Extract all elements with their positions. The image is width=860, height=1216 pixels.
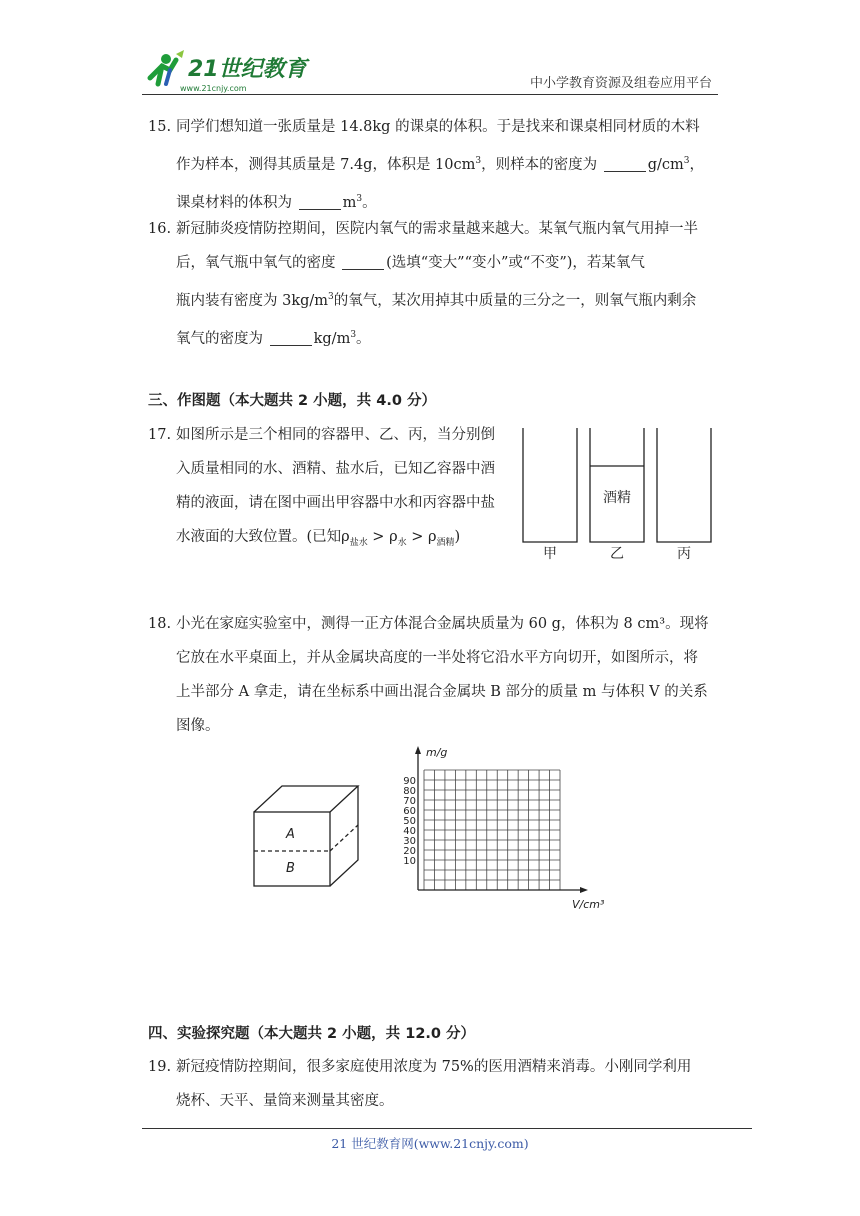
y-tick-label: 70 xyxy=(403,796,416,807)
section-heading: 三、作图题（本大题共 2 小题，共 4.0 分） xyxy=(148,393,436,409)
q19-line-2: 烧杯、天平、量筒来测量其密度。 xyxy=(176,1093,394,1109)
q16-line-1: 新冠肺炎疫情防控期间，医院内氧气的需求量越来越大。某氧气瓶内氧气用掉一半 xyxy=(176,221,698,237)
question-number: 15. xyxy=(148,119,172,135)
question-number: 19. xyxy=(148,1059,172,1075)
header-divider xyxy=(142,94,718,95)
logo-url: www.21cnjy.com xyxy=(180,84,247,93)
q15-line-2: 作为样本，测得其质量是 7.4g，体积是 $10cm^3$，则样本的密度为 $g/cm^3$， xyxy=(176,156,705,173)
question-17 xyxy=(148,418,518,560)
question-number: 17. xyxy=(148,427,172,443)
liquid-label-alcohol: 酒精 xyxy=(603,490,631,506)
q18-line-4: 图像。 xyxy=(176,718,220,734)
containers-figure xyxy=(518,424,718,570)
y-tick-label: 50 xyxy=(403,816,416,827)
section-heading: 四、实验探究题（本大题共 2 小题，共 12.0 分） xyxy=(148,1026,476,1042)
cube-label-a: A xyxy=(286,827,295,842)
site-logo xyxy=(140,44,310,96)
question-19 xyxy=(148,1050,718,1118)
y-tick-label: 80 xyxy=(403,786,416,797)
q17-line-1: 如图所示是三个相同的容器甲、乙、丙，当分别倒 xyxy=(176,427,495,443)
answer-blank[interactable] xyxy=(299,193,341,210)
x-axis-label: V/cm³ xyxy=(572,898,605,911)
header-platform-text: 中小学教育资源及组卷应用平台 xyxy=(529,76,712,91)
question-16 xyxy=(148,212,718,356)
q17-line-2: 入质量相同的水、酒精、盐水后，已知乙容器中酒 xyxy=(176,461,495,477)
q18-line-2: 它放在水平桌面上，并从金属块高度的一半处将它沿水平方向切开，如图所示，将 xyxy=(176,650,698,666)
question-15 xyxy=(148,110,718,220)
container-jia xyxy=(523,428,577,542)
logo-text: 21世纪教育 xyxy=(188,57,307,82)
container-bing xyxy=(657,428,711,542)
label-jia: 甲 xyxy=(543,546,557,562)
q18-line-3: 上半部分 A 拿走，请在坐标系中画出混合金属块 B 部分的质量 m 与体积 V 的关系 xyxy=(176,684,708,700)
q17-line-3: 精的液面，请在图中画出甲容器中水和丙容器中盐 xyxy=(176,495,495,511)
q17-line-4: 水液面的大致位置。(已知$\rho_{盐水} > \rho_水 > \rho_{酒精}$) xyxy=(176,529,461,548)
y-tick-label: 10 xyxy=(403,856,416,867)
y-axis-label: m/g xyxy=(426,746,448,759)
y-tick-label: 20 xyxy=(403,846,416,857)
cube-figure xyxy=(248,782,368,896)
q18-line-1: 小光在家庭实验室中，测得一正方体混合金属块质量为 60 g，体积为 8 cm³。现将 xyxy=(176,616,709,632)
question-number: 16. xyxy=(148,221,172,237)
y-tick-label: 30 xyxy=(403,836,416,847)
answer-blank[interactable] xyxy=(270,329,312,346)
x-axis-arrow-icon xyxy=(580,887,588,893)
runner-logo-icon xyxy=(150,50,184,84)
y-axis-arrow-icon xyxy=(415,746,421,754)
q16-line-2: 后，氧气瓶中氧气的密度 (选填“变大”“变小”或“不变”)，若某氧气 xyxy=(176,255,645,271)
y-tick-label: 90 xyxy=(403,776,416,787)
answer-blank[interactable] xyxy=(342,253,384,270)
y-tick-label: 60 xyxy=(403,806,416,817)
container-yi xyxy=(590,428,644,542)
q15-line-1: 同学们想知道一张质量是 14.8kg 的课桌的体积。于是找来和课桌相同材质的木料 xyxy=(176,119,700,135)
footer-divider xyxy=(142,1128,752,1129)
mass-volume-grid[interactable] xyxy=(394,742,624,918)
q15-line-3: 课桌材料的体积为 $m^3$。 xyxy=(176,193,377,211)
y-tick-label: 40 xyxy=(403,826,416,837)
footer-text: 21 世纪教育网(www.21cnjy.com) xyxy=(331,1136,529,1151)
label-bing: 丙 xyxy=(677,546,691,562)
cube-label-b: B xyxy=(286,861,295,876)
question-18 xyxy=(148,607,718,743)
label-yi: 乙 xyxy=(610,546,624,562)
question-number: 18. xyxy=(148,616,172,632)
q16-line-4: 氧气的密度为 $kg/m^3$。 xyxy=(176,329,371,347)
q16-line-3: 瓶内装有密度为 $3kg/m^3$的氧气，某次用掉其中质量的三分之一，则氧气瓶内剩余 xyxy=(176,292,697,309)
q19-line-1: 新冠疫情防控期间，很多家庭使用浓度为 75%的医用酒精来消毒。小刚同学利用 xyxy=(176,1059,692,1075)
answer-blank[interactable] xyxy=(604,155,646,172)
